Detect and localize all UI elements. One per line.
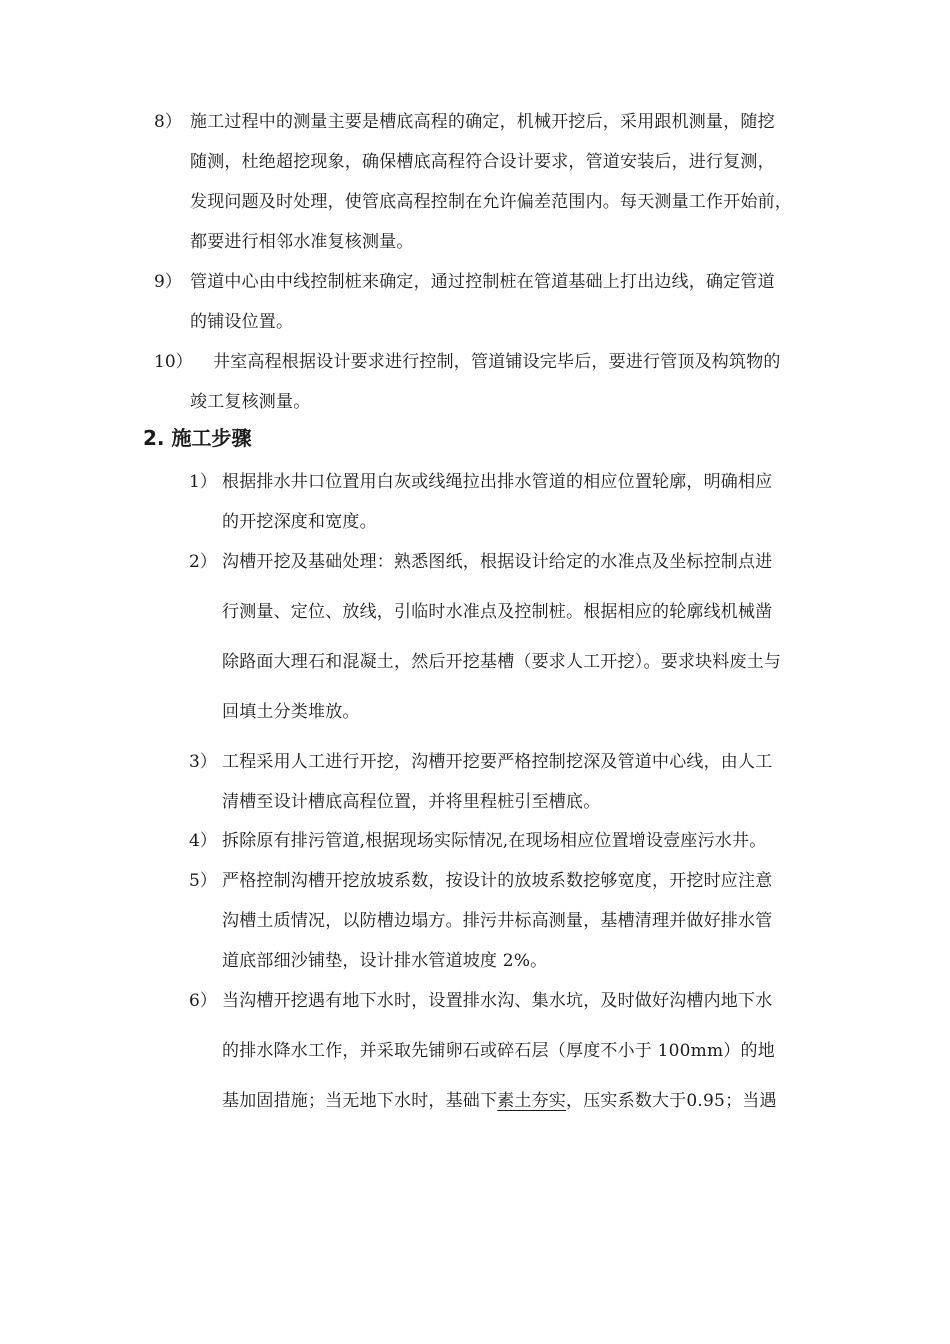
text-run: 基加固措施；当无地下水时，基础下 [222, 1091, 498, 1111]
item-number: 10） [154, 352, 193, 372]
underlined-term: 素土夯实 [497, 1091, 567, 1111]
paragraph-line: 当沟槽开挖遇有地下水时，设置排水沟、集水坑，及时做好沟槽内地下水 [222, 991, 773, 1011]
paragraph-line: 井室高程根据设计要求进行控制，管道铺设完毕后，要进行管顶及构筑物的 [213, 352, 781, 372]
paragraph-line: 工程采用人工进行开挖，沟槽开挖要严格控制挖深及管道中心线，由人工 [222, 752, 773, 772]
paragraph-line: 除路面大理石和混凝土，然后开挖基槽（要求人工开挖）。要求块料废土与 [222, 652, 782, 672]
paragraph-line: 发现问题及时处理，使管底高程控制在允许偏差范围内。每天测量工作开始前， [190, 192, 792, 212]
step-number: 5） [189, 871, 217, 891]
paragraph-line: 的排水降水工作，并采取先铺卵石或碎石层（厚度不小于 100mm）的地 [222, 1041, 775, 1061]
paragraph-line: 拆除原有排污管道,根据现场实际情况,在现场相应位置增设壹座污水井。 [222, 831, 767, 851]
paragraph-line: 回填土分类堆放。 [222, 702, 360, 722]
paragraph-line: 沟槽开挖及基础处理：熟悉图纸，根据设计给定的水准点及坐标控制点进 [222, 552, 773, 572]
paragraph-line: 竣工复核测量。 [190, 392, 311, 412]
step-number: 1） [189, 472, 217, 492]
paragraph-line: 行测量、定位、放线，引临时水准点及控制桩。根据相应的轮廓线机械凿 [222, 602, 773, 622]
paragraph-line: 的铺设位置。 [190, 312, 294, 332]
paragraph-line: 沟槽土质情况，以防槽边塌方。排污井标高测量，基槽清理并做好排水管 [222, 911, 773, 931]
paragraph-line: 管道中心由中线控制桩来确定，通过控制桩在管道基础上打出边线，确定管道 [190, 272, 775, 292]
paragraph-line: 的开挖深度和宽度。 [222, 512, 377, 532]
text-run: ，压实系数大于0.95；当遇 [566, 1091, 777, 1111]
step-number: 6） [189, 991, 217, 1011]
paragraph-line: 随测，杜绝超挖现象，确保槽底高程符合设计要求，管道安装后，进行复测， [190, 152, 775, 172]
paragraph-line: 施工过程中的测量主要是槽底高程的确定，机械开挖后，采用跟机测量，随挖 [190, 112, 775, 132]
paragraph-line: 严格控制沟槽开挖放坡系数，按设计的放坡系数挖够宽度，开挖时应注意 [222, 871, 773, 891]
paragraph-line [222, 1089, 777, 1113]
paragraph-line: 都要进行相邻水准复核测量。 [190, 232, 414, 252]
step-number: 4） [189, 831, 217, 851]
paragraph-line: 清槽至设计槽底高程位置，并将里程桩引至槽底。 [222, 792, 601, 812]
section-heading: 2. 施工步骤 [143, 426, 252, 450]
paragraph-line: 根据排水井口位置用白灰或线绳拉出排水管道的相应位置轮廓，明确相应 [222, 472, 773, 492]
step-number: 2） [189, 552, 217, 572]
paragraph-line: 道底部细沙铺垫，设计排水管道坡度 2%。 [222, 951, 548, 971]
step-number: 3） [189, 752, 217, 772]
item-number: 8） [154, 112, 182, 132]
item-number: 9） [154, 272, 182, 292]
